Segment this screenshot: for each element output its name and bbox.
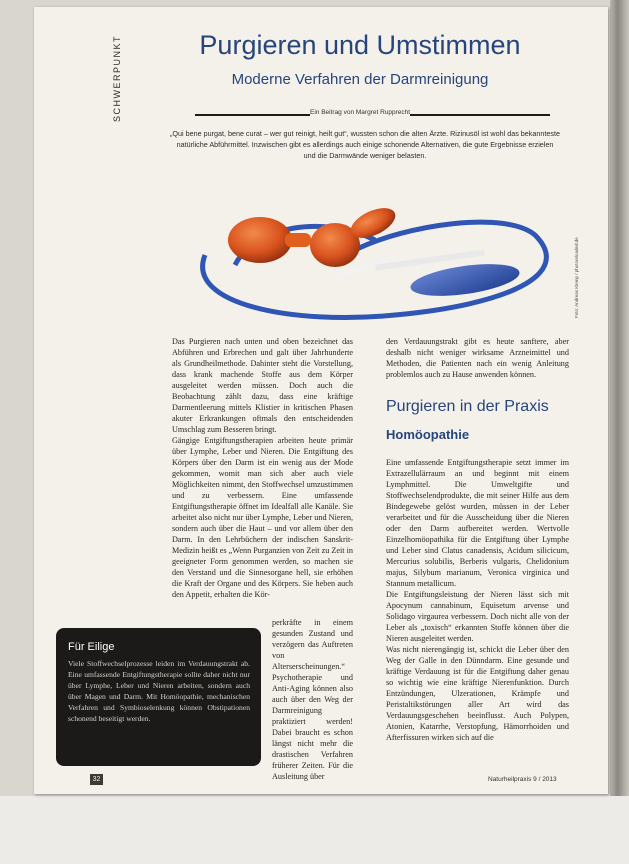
scan-edge: [610, 0, 629, 864]
section-tag: SCHWERPUNKT: [112, 34, 122, 122]
paragraph: Was nicht nierengängig ist, schickt die Leber über den Weg der Galle in den Dünndarm. Eine gesunde und kräftige Verdauung ist für die Entgiftung daher genau so wichtig wie eine kräftige Nierenfunktion. Durch Entzündungen, Ulzerationen, Krämpfe und Peristaltikstörungen aller Art wird das Verdauungsgeschehen beeinflusst. Auch Polypen, Atonien, Katarrhe, Verstopfung, Hämorrhoiden und Afterfissuren wirken sich auf die: [386, 645, 569, 742]
column-2-top: den Verdauungstrakt gibt es heute sanftere, aber deshalb nicht weniger wirksame Arzneimittel und Methoden, die Patienten nach ein wenig Anleitung problemlos auch zu Hause anwenden können.: [386, 337, 569, 379]
summary-box: [56, 628, 261, 766]
lead-paragraph: „Qui bene purgat, bene curat – wer gut reinigt, heilt gut“, wussten schon die alten Ärzte. Rizinusöl ist wohl das bekannteste natürliche Abführmittel. Inzwischen gibt es allerdings auch einige schonende Alternativen, die gute Ergebnisse erzielen und die Darmwände weniger belasten.: [170, 129, 560, 160]
photo-credit: Foto: Andreas Klemp / photoreloaded.de: [574, 237, 579, 318]
section-heading: Purgieren in der Praxis: [386, 398, 549, 415]
summary-box-title: Für Eilige: [68, 641, 115, 653]
paragraph: Die Entgiftungsleistung der Nieren lässt sich mit Apocynum cannabinum, Equisetum arvense und Solidago virgaurea verbessern. Doch nicht alle von der Leber als „toxisch“ erkannten Stoffe können über die Nieren ausgeleitet werden.: [386, 590, 569, 643]
paragraph: Gängige Entgiftungstherapien arbeiten heute primär über Lymphe, Leber und Nieren. Die Entgiftung des Körpers über den Darm ist ein wenig aus der Mode gekommen, womit man sich aber auch viele Möglichkeiten nimmt, den Stoffwechsel umzustimmen und zu verbessern. Eine umfassende Entgiftungstherapie öffnet im Idealfall alle Kanäle. Sie arbeitet also nicht nur über Lymphe, Leber und Nieren, sondern auch über die Haut – und vor allem über den Darm. In den Lehrbüchern der indischen Sanskrit-Medizin heißt es „Wenn Purganzien von Zeit zu Zeit in geeigneter Form genommen werden, so machen sie den Verstand und die Sinnesorgane hell, sie erhöhen die Kraft der Organe und des Körpers. Sie heben auch den Appetit, erhalten die Kör-: [172, 436, 353, 599]
article-title: Purgieren und Umstimmen: [199, 30, 521, 60]
paragraph: Das Purgieren nach unten und oben bezeichnet das Abführen und Erbrechen und galt über Jahrhunderte als Grundheilmethode. Dahinter steht die Vorstellung, dass krank machende Stoffe aus dem Körper ausgeleitet werden müssen. Doch auch die Beobachtung zählt dazu, dass eine kräftige Darmentleerung mittels Klistier in kritischen Phasen akuter Erkrankungen oftmals den entscheidenden Umschlag zum Besseren bringt.: [172, 337, 353, 434]
page-number: 32: [90, 774, 103, 785]
subsection-heading: Homöopathie: [386, 427, 470, 442]
column-1: [172, 336, 353, 600]
enema-bulbs-photo: [175, 195, 580, 325]
byline-rule-right: [410, 114, 550, 116]
column-2: [386, 457, 569, 743]
article-subtitle: Moderne Verfahren der Darmreinigung: [231, 71, 489, 88]
summary-box-text: Viele Stoffwechselprozesse leiden im Verdauungstrakt ab. Eine umfassende Entgiftungstherapie sollte daher nicht nur über Lymphe, Leber und Nieren arbeiten, sondern auch über Magen und Darm. Mit Homöopathie, mechanischen Verfahren und Symbioselenkung können Obstipationen schonend beseitigt werden.: [68, 659, 250, 723]
byline-rule-left: [195, 114, 310, 116]
scan-background: [0, 796, 629, 864]
paragraph: Eine umfassende Entgiftungstherapie setzt immer im Extrazellulärraum an und beginnt mit einem Lymphmittel. Die Umweltgifte und Stoffwechselendprodukte, die mit seiner Hilfe aus dem Bindegewebe gelöst wurden, müssen in der Leber verarbeitet und für die Ausscheidung über die Nieren oder den Darm aufbereitet werden. Wertvolle Einzelhomöopathika für die Entgiftung über Lymphe und Leber sind Clatus canadensis, Acidum silicicum, Mercurius solubilis, Berberis vulgaris, Chelidonium majus, Silybum marianum, Veronica virginica und Stannum metallicum.: [386, 458, 569, 588]
byline: Ein Beitrag von Margret Rupprecht: [310, 109, 411, 116]
footer-issue: Naturheilpraxis 9 / 2013: [488, 776, 557, 783]
column-1-continuation: perkräfte in einem gesunden Zustand und verzögern das Auftreten von Alterserscheinungen.“ Psychotherapie und Anti-Aging können also auch über den Weg der Darmreinigung praktiziert werden! Dabei braucht es schon längst nicht mehr die drastischen Verfahren früherer Zeiten. Für die Ausleitung über: [272, 618, 353, 781]
